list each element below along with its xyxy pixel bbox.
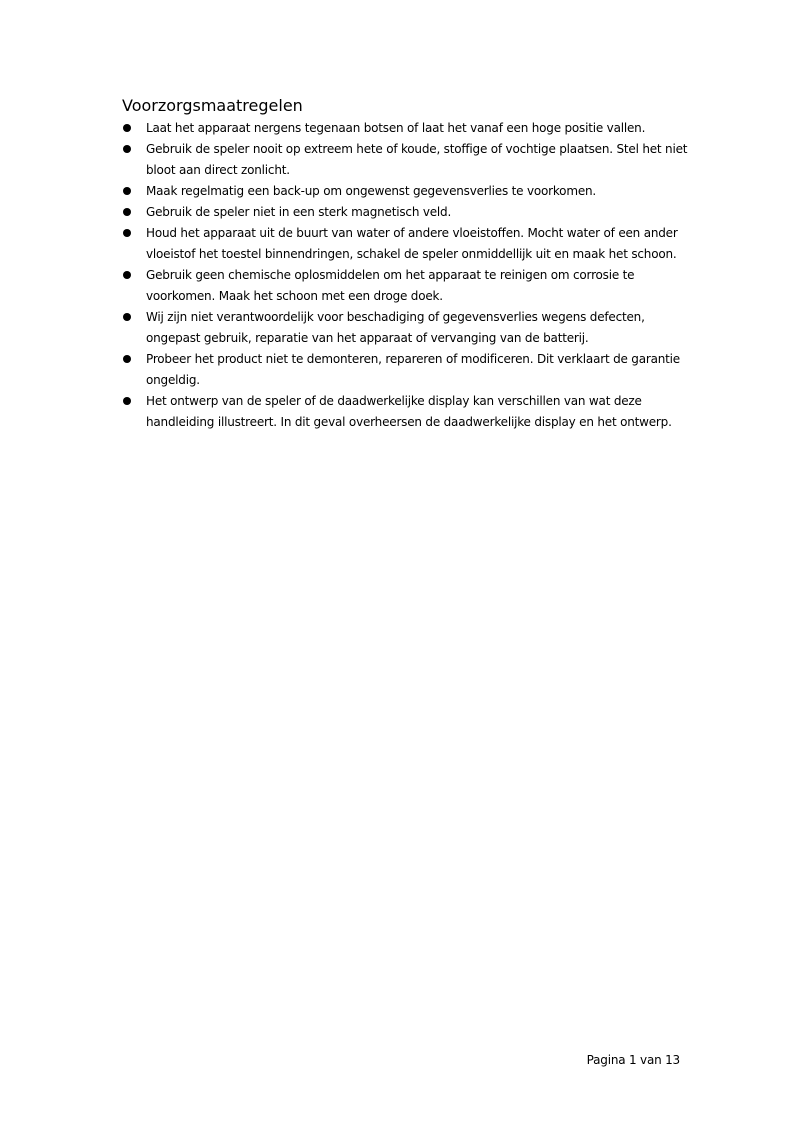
list-item-text: Houd het apparaat uit de buurt van water of andere vloeistoffen. Mocht water of een ander vloeistof het toestel binnendringen, schakel de speler onmiddellijk uit en maak het schoon. — [146, 226, 678, 261]
list-item — [122, 349, 692, 391]
list-item-text: Laat het apparaat nergens tegenaan botsen of laat het vanaf een hoge positie vallen. — [146, 121, 646, 135]
bullet-icon — [123, 355, 131, 363]
page-heading: Voorzorgsmaatregelen — [122, 96, 303, 115]
list-item — [122, 265, 692, 307]
list-item-text: Wij zijn niet verantwoordelijk voor beschadiging of gegevensverlies wegens defecten, ongepast gebruik, reparatie van het apparaat of vervanging van de batterij. — [146, 310, 645, 345]
list-item-text: Maak regelmatig een back-up om ongewenst gegevensverlies te voorkomen. — [146, 184, 597, 198]
list-item — [122, 181, 692, 202]
list-item-text: Gebruik geen chemische oplosmiddelen om het apparaat te reinigen om corrosie te voorkomen. Maak het schoon met een droge doek. — [146, 268, 635, 303]
precautions-list — [122, 118, 692, 433]
bullet-icon — [123, 271, 131, 279]
list-item-text: Probeer het product niet te demonteren, repareren of modificeren. Dit verklaart de garantie ongeldig. — [146, 352, 680, 387]
bullet-icon — [123, 187, 131, 195]
list-item — [122, 202, 692, 223]
list-item — [122, 118, 692, 139]
bullet-icon — [123, 313, 131, 321]
list-item-text: Het ontwerp van de speler of de daadwerkelijke display kan verschillen van wat deze handleiding illustreert. In dit geval overheersen de daadwerkelijke display en het ontwerp. — [146, 394, 672, 429]
list-item — [122, 307, 692, 349]
list-item — [122, 139, 692, 181]
list-item-text: Gebruik de speler niet in een sterk magnetisch veld. — [146, 205, 452, 219]
page-number: Pagina 1 van 13 — [586, 1053, 680, 1067]
bullet-icon — [123, 124, 131, 132]
bullet-icon — [123, 208, 131, 216]
bullet-icon — [123, 145, 131, 153]
list-item-text: Gebruik de speler nooit op extreem hete of koude, stoffige of vochtige plaatsen. Stel het niet bloot aan direct zonlicht. — [146, 142, 688, 177]
list-item — [122, 223, 692, 265]
list-item — [122, 391, 692, 433]
bullet-icon — [123, 397, 131, 405]
bullet-icon — [123, 229, 131, 237]
